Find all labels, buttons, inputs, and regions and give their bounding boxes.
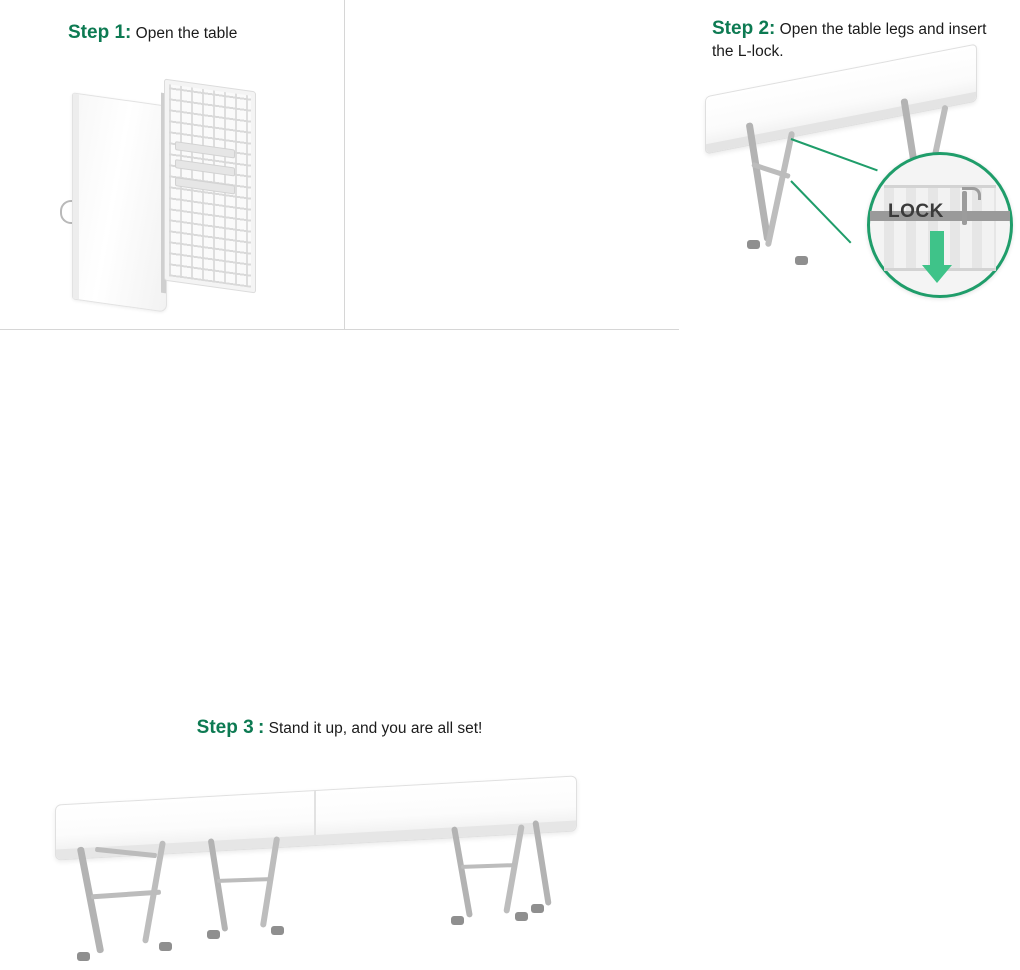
table-leg — [208, 838, 229, 932]
table-half-front — [72, 92, 167, 312]
lock-label: LOCK — [888, 201, 944, 222]
callout-leader-line — [790, 180, 851, 243]
step-1-colon: : — [125, 22, 132, 43]
table-leg — [451, 826, 473, 918]
table-leg — [77, 846, 104, 953]
leg-brace — [461, 863, 517, 869]
leg-foot — [159, 942, 172, 951]
step-2-text: Open the table legs and insert the L-lock. — [712, 21, 987, 60]
l-lock-icon — [956, 183, 976, 223]
leg-foot — [795, 256, 808, 265]
leg-foot — [531, 904, 544, 913]
step-3-colon: : — [258, 717, 265, 738]
table-leg — [503, 824, 525, 914]
leg-brace — [217, 877, 273, 883]
illustration-open-table — [55, 780, 615, 970]
step-3-label: Step 3 — [196, 717, 254, 738]
step-1-text: Open the table — [135, 25, 238, 42]
down-arrow-icon — [930, 231, 944, 265]
leg-foot — [207, 930, 220, 939]
leg-foot — [515, 912, 528, 921]
leg-foot — [271, 926, 284, 935]
table-leg — [765, 131, 795, 248]
illustration-folded-table — [60, 85, 280, 315]
lock-callout — [867, 152, 1013, 298]
leg-foot — [77, 952, 90, 961]
caption-step-3 — [0, 715, 679, 741]
callout-leader-line — [791, 138, 878, 171]
table-top — [55, 775, 577, 860]
illustration-table-legs-lock — [695, 60, 1020, 325]
step-2-colon: : — [769, 18, 776, 39]
leg-foot — [451, 916, 464, 925]
table-half-underside — [164, 79, 256, 294]
step-1-label: Step 1 — [68, 22, 126, 43]
step-2-label: Step 2 — [712, 18, 770, 39]
panel-step-1 — [0, 0, 344, 329]
panel-step-2 — [345, 0, 987, 329]
table-leg — [260, 836, 280, 928]
l-lock-rod — [962, 191, 967, 225]
step-3-text: Stand it up, and you are all set! — [268, 720, 483, 737]
panel-step-3 — [0, 330, 679, 738]
leg-foot — [747, 240, 760, 249]
caption-step-1 — [68, 20, 328, 46]
